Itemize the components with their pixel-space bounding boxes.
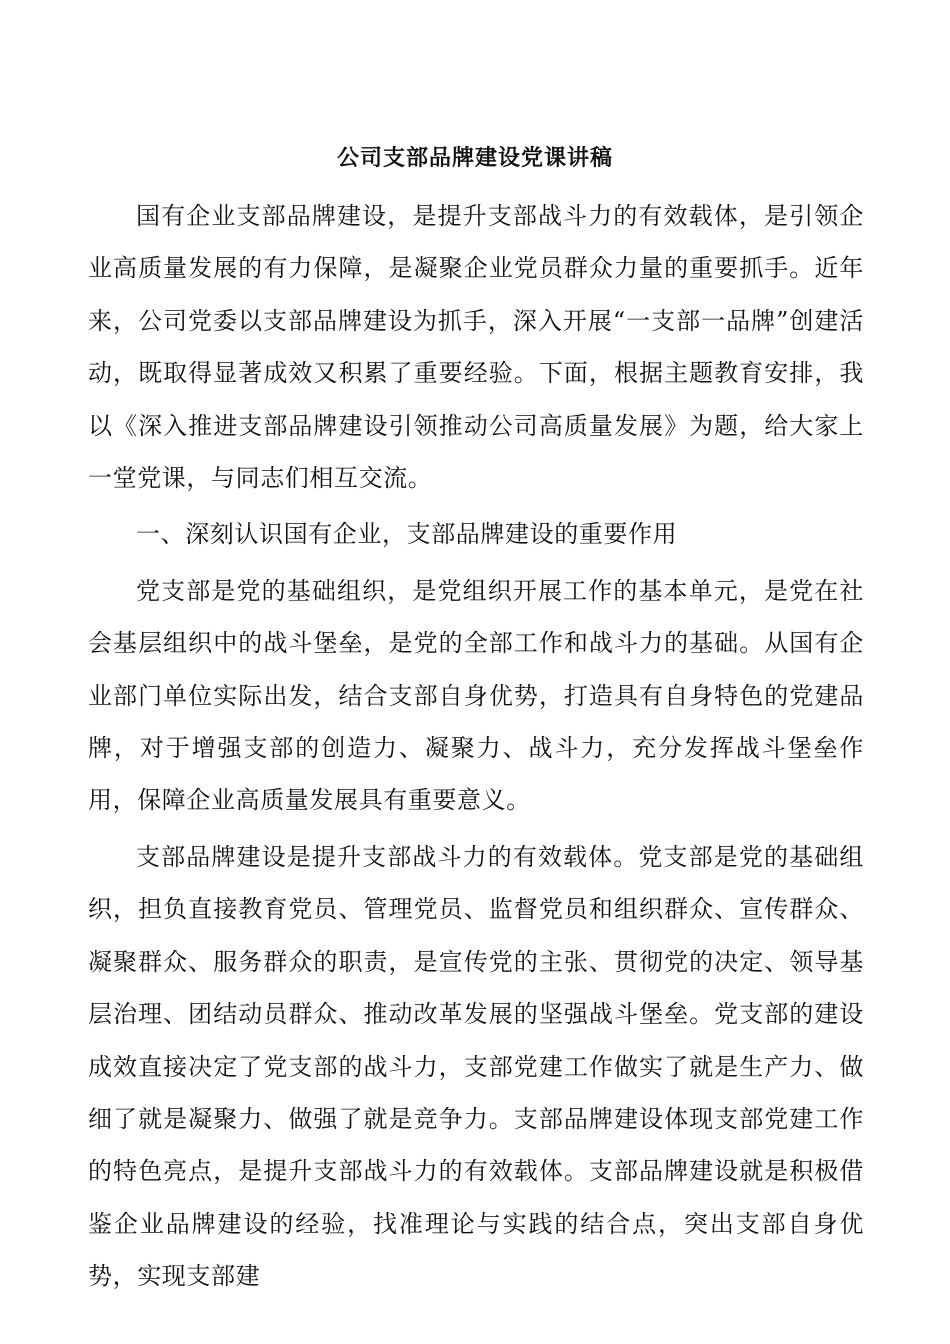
body-paragraph: 党支部是党的基础组织，是党组织开展工作的基本单元，是党在社会基层组织中的战斗堡垒，是党的全部工作和战斗力的基础。从国有企业部门单位实际出发，结合支部自身优势，打造具有自身特色的党建品牌，对于增强支部的创造力、凝聚力、战斗力，充分发挥战斗堡垒作用，保障企业高质量发展具有重要意义。 [88,576,864,815]
body-paragraph: 支部品牌建设是提升支部战斗力的有效载体。党支部是党的基础组织，担负直接教育党员、管理党员、监督党员和组织群众、宣传群众、凝聚群众、服务群众的职责，是宣传党的主张、贯彻党的决定、领导基层治理、团结动员群众、推动改革发展的坚强战斗堡垒。党支部的建设成效直接决定了党支部的战斗力，支部党建工作做实了就是生产力、做细了就是凝聚力、做强了就是竞争力。支部品牌建设体现支部党建工作的特色亮点，是提升支部战斗力的有效载体。支部品牌建设就是积极借鉴企业品牌建设的经验，找准理论与实践的结合点，突出支部自身优势，实现支部建 [88,842,864,1291]
section-heading: 一、深刻认识国有企业，支部品牌建设的重要作用 [136,520,678,549]
document-title: 公司支部品牌建设党课讲稿 [336,145,613,171]
intro-paragraph: 国有企业支部品牌建设，是提升支部战斗力的有效载体，是引领企业高质量发展的有力保障，是凝聚企业党员群众力量的重要抓手。近年来，公司党委以支部品牌建设为抓手，深入开展“一支部一品牌”创建活动，既取得显著成效又积累了重要经验。下面，根据主题教育安排，我以《深入推进支部品牌建设引领推动公司高质量发展》为题，给大家上一堂党课，与同志们相互交流。 [88,202,864,493]
document-body [88,190,864,1303]
